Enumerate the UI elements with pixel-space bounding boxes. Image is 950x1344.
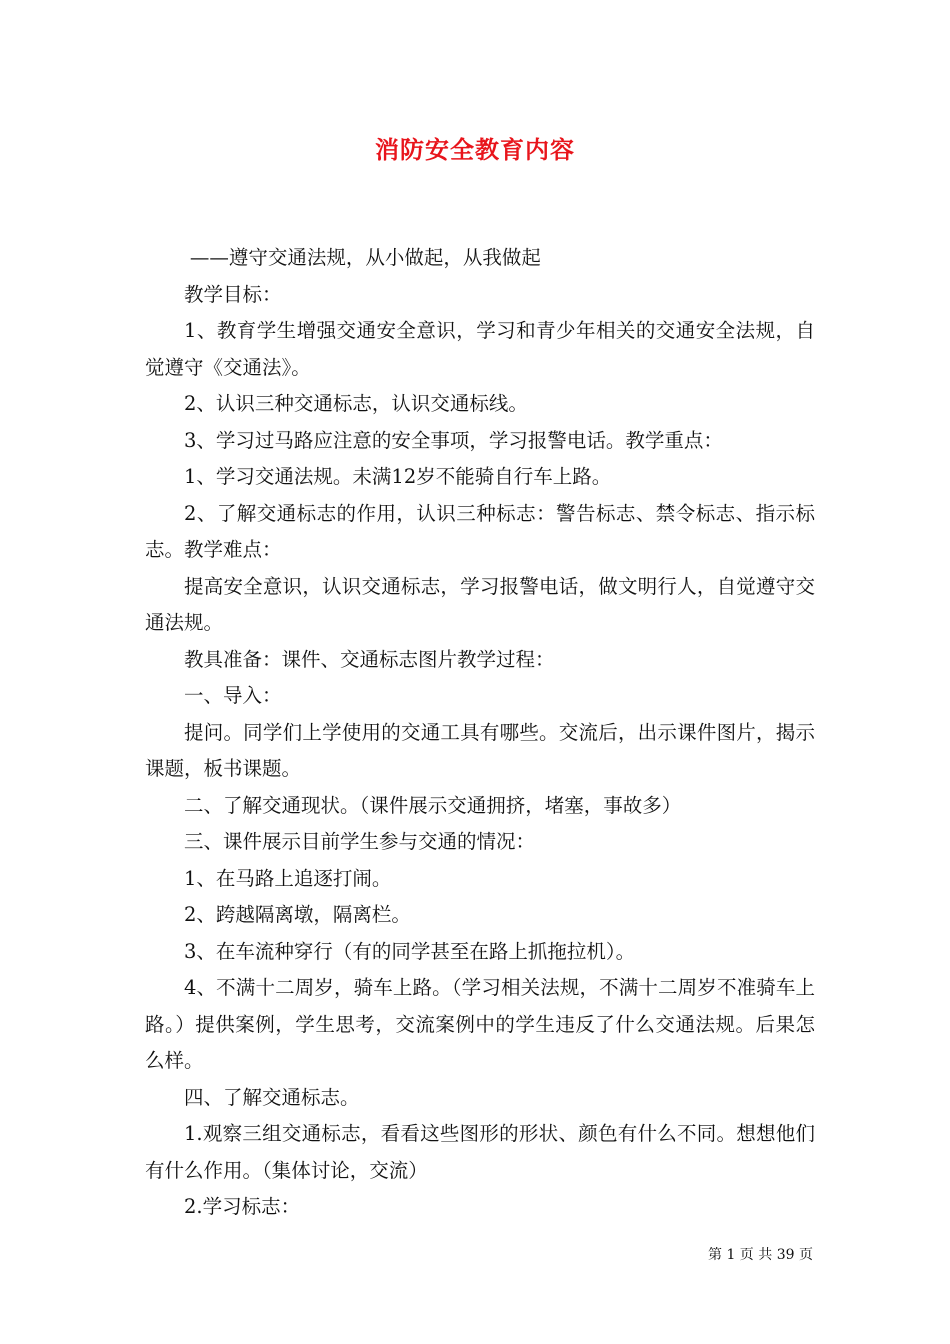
paragraph: 教具准备：课件、交通标志图片教学过程： — [184, 647, 555, 671]
paragraph: 二、了解交通现状。（课件展示交通拥挤，堵塞，事故多） — [184, 793, 682, 817]
paragraph: 1、教育学生增强交通安全意识，学习和青少年相关的交通安全法规，自觉遵守《交通法》。 — [145, 319, 815, 379]
document-subtitle: ——遵守交通法规，从小做起，从我做起 — [189, 246, 541, 269]
page-number-footer: 第 1 页 共 39 页 — [708, 1247, 813, 1263]
paragraph: 1、在马路上追逐打闹。 — [184, 866, 392, 890]
paragraph: 一、导入： — [184, 684, 282, 707]
document-title: 消防安全教育内容 — [375, 135, 575, 164]
paragraph: 3、学习过马路应注意的安全事项，学习报警电话。教学重点： — [184, 428, 723, 452]
paragraph: 2.学习标志： — [184, 1195, 301, 1218]
paragraph: 3、在车流种穿行（有的同学甚至在路上抓拖拉机）。 — [184, 939, 636, 963]
paragraph: 三、课件展示目前学生参与交通的情况： — [184, 830, 536, 853]
paragraph: 2、了解交通标志的作用，认识三种标志：警告标志、禁令标志、指示标志。教学难点： — [145, 501, 815, 561]
paragraph: 2、跨越隔离墩，隔离栏。 — [184, 903, 411, 926]
paragraph: 提高安全意识，认识交通标志，学习报警电话，做文明行人，自觉遵守交通法规。 — [145, 574, 815, 634]
paragraph: 2、认识三种交通标志，认识交通标线。 — [184, 392, 528, 415]
paragraph: 1、学习交通法规。未满12岁不能骑自行车上路。 — [184, 465, 612, 488]
paragraph: 1.观察三组交通标志，看看这些图形的形状、颜色有什么不同。想想他们有什么作用。（集体讨论，交流） — [145, 1122, 815, 1182]
paragraph: 教学目标： — [184, 282, 282, 306]
paragraph: 四、了解交通标志。 — [184, 1085, 360, 1109]
paragraph: 提问。同学们上学使用的交通工具有哪些。交流后，出示课件图片，揭示课题，板书课题。 — [145, 720, 815, 780]
paragraph: 4、不满十二周岁，骑车上路。（学习相关法规，不满十二周岁不准骑车上路。）提供案例，学生思考，交流案例中的学生违反了什么交通法规。后果怎么样。 — [145, 976, 815, 1072]
document-body — [145, 240, 815, 1226]
